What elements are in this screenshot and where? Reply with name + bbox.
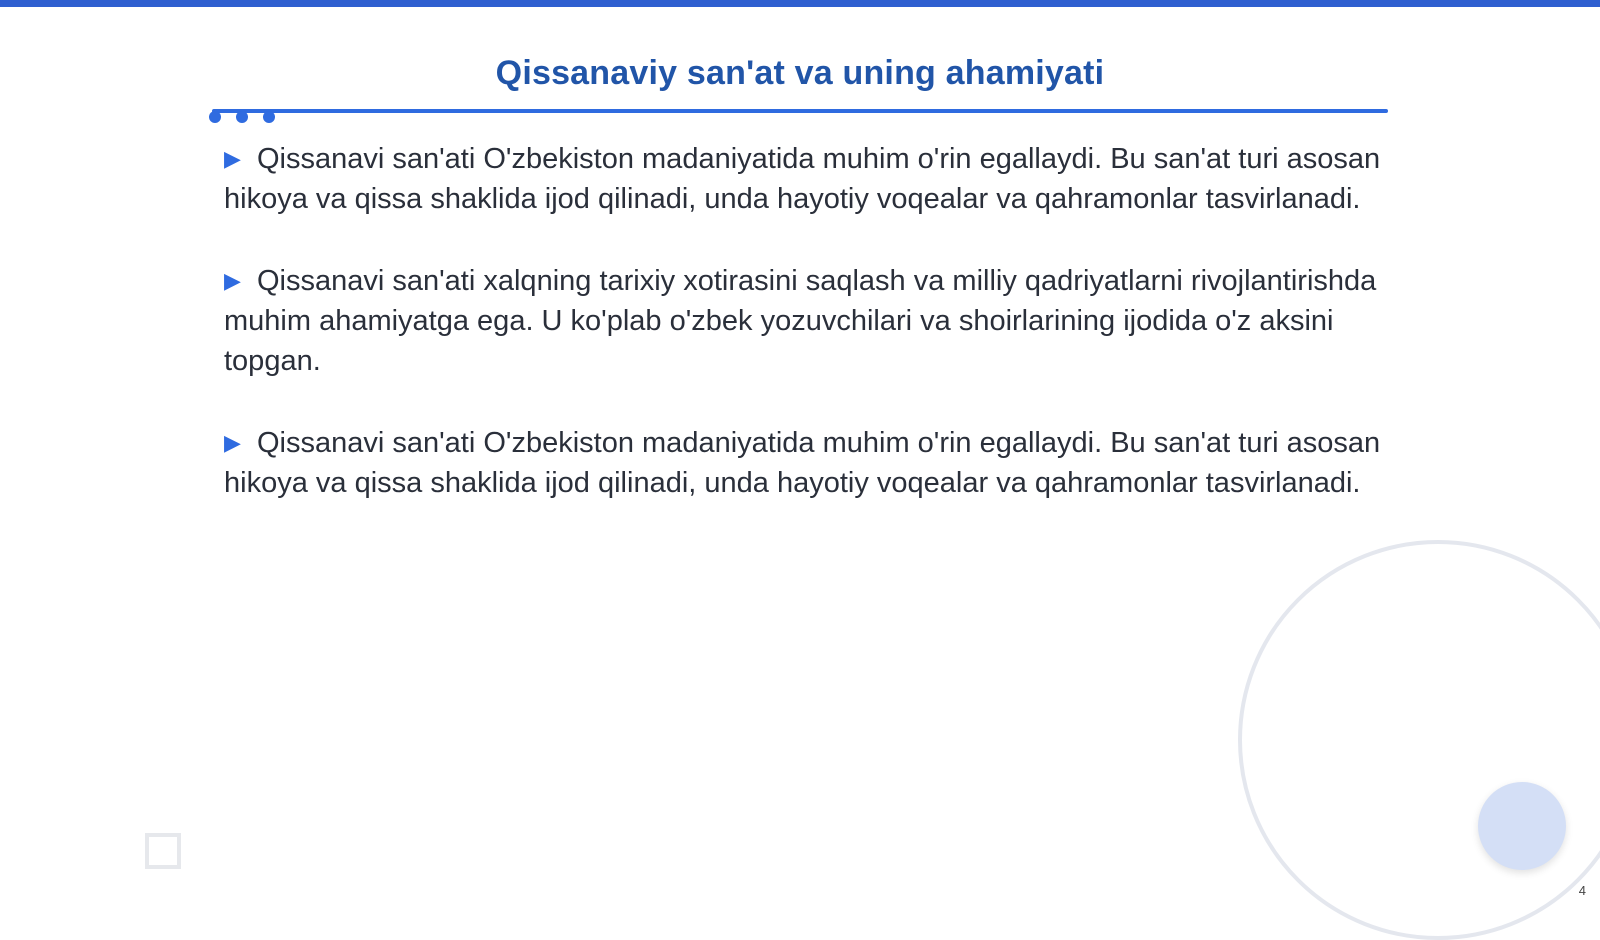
triangle-right-icon: ▶ bbox=[224, 146, 241, 171]
triangle-right-icon: ▶ bbox=[224, 430, 241, 455]
decorative-circle bbox=[1478, 782, 1566, 870]
bullet-item bbox=[224, 261, 1384, 381]
bullet-text: Qissanavi san'ati xalqning tarixiy xotirasini saqlash va milliy qadriyatlarni rivojlantirishda muhim ahamiyatga ega. U ko'plab o'zbek yozuvchilari va shoirlarining ijodida o'z aksini topgan. bbox=[224, 265, 1377, 377]
bullet-text: Qissanavi san'ati O'zbekiston madaniyatida muhim o'rin egallaydi. Bu san'at turi asosan hikoya va qissa shaklida ijod qilinadi, unda hayotiy voqealar va qahramonlar tasvirlanadi. bbox=[224, 143, 1381, 215]
decorative-square bbox=[145, 833, 181, 869]
decorative-ring bbox=[1238, 540, 1600, 940]
bullet-item bbox=[224, 139, 1384, 219]
title-underline bbox=[212, 109, 1388, 113]
slide-title: Qissanaviy san'at va uning ahamiyati bbox=[495, 54, 1105, 92]
bullet-text: Qissanavi san'ati O'zbekiston madaniyatida muhim o'rin egallaydi. Bu san'at turi asosan hikoya va qissa shaklida ijod qilinadi, unda hayotiy voqealar va qahramonlar tasvirlanadi. bbox=[224, 427, 1381, 499]
underline-dot bbox=[209, 111, 221, 123]
underline-dot bbox=[236, 111, 248, 123]
underline-dot bbox=[263, 111, 275, 123]
top-accent-bar bbox=[0, 0, 1600, 7]
bullet-list bbox=[224, 139, 1384, 545]
page-number: 4 bbox=[1578, 883, 1586, 898]
bullet-item bbox=[224, 423, 1384, 503]
triangle-right-icon: ▶ bbox=[224, 268, 241, 293]
